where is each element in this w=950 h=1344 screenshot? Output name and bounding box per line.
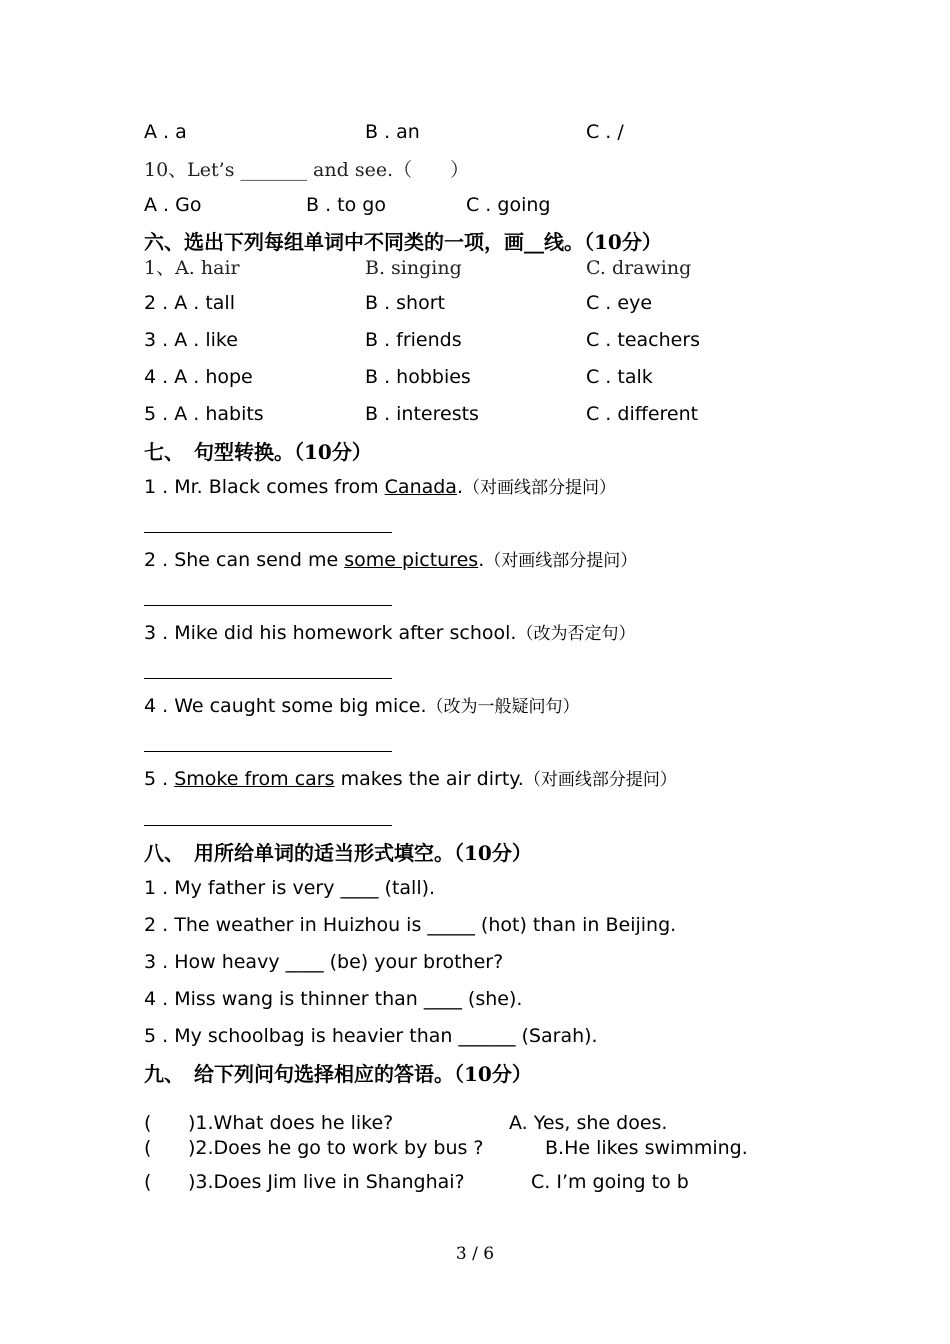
section7-item1-note: （对画线部分提问） [463, 478, 617, 498]
section7-item4 [144, 694, 580, 719]
q10-option-a: A . Go [144, 194, 202, 216]
q10-stem [144, 158, 469, 182]
q10-stem-post: and see.（ ） [307, 159, 470, 181]
section7-item3-text: 3 . Mike did his homework after school. [144, 622, 517, 644]
section8-item4: 4 . Miss wang is thinner than ____ (she). [144, 988, 523, 1010]
section6-row2-b: B . short [365, 292, 445, 314]
section7-item4-note: （改为一般疑问句） [426, 697, 580, 717]
section9-heading: 九、 给下列问句选择相应的答语。（10分） [144, 1062, 532, 1086]
section6-row4-c: C . talk [586, 366, 653, 388]
section6-row1-c: C. drawing [586, 257, 692, 279]
answer-line-2[interactable] [144, 605, 392, 606]
section8-item2: 2 . The weather in Huizhou is _____ (hot) than in Beijing. [144, 914, 677, 936]
section9-item1-paren[interactable]: ( [144, 1112, 152, 1134]
section7-item3 [144, 621, 635, 646]
section7-item5-post: makes the air dirty. [334, 768, 524, 790]
q9-option-b: B . an [365, 121, 420, 143]
section7-item1 [144, 475, 616, 500]
section7-item1-post: . [456, 476, 464, 498]
section7-item5-text: 5 . [144, 768, 175, 790]
q10-option-c: C . going [466, 194, 551, 216]
section7-heading: 七、 句型转换。（10分） [144, 440, 372, 464]
section8-heading: 八、 用所给单词的适当形式填空。（10分） [144, 841, 532, 865]
section7-item2-text: 2 . She can send me [144, 549, 345, 571]
section6-heading-post: 线。（10分） [544, 230, 662, 254]
section6-row3-c: C . teachers [586, 329, 701, 351]
section9-item3-question: )3.Does Jim live in Shanghai? [188, 1171, 465, 1193]
section6-row5-c: C . different [586, 403, 699, 425]
section7-item5-note: （对画线部分提问） [523, 770, 677, 790]
answer-line-5[interactable] [144, 825, 392, 826]
section6-row4-a: 4 . A . hope [144, 366, 253, 388]
section8-item3: 3 . How heavy ____ (be) your brother? [144, 951, 504, 973]
section9-item1-answer: A. Yes, she does. [509, 1112, 668, 1134]
section6-row5-a: 5 . A . habits [144, 403, 264, 425]
answer-line-3[interactable] [144, 678, 392, 679]
section8-item5: 5 . My schoolbag is heavier than ______ (Sarah). [144, 1025, 598, 1047]
section7-item2-post: . [478, 549, 485, 571]
q10-option-b: B . to go [306, 194, 386, 216]
section7-item1-text: 1 . Mr. Black comes from [144, 476, 385, 498]
q9-option-a: A . a [144, 121, 187, 143]
answer-line-1[interactable] [144, 532, 392, 533]
section7-item3-note: （改为否定句） [516, 624, 636, 644]
section6-row2-c: C . eye [586, 292, 653, 314]
page-number: 3 / 6 [455, 1244, 495, 1264]
section6-row4-b: B . hobbies [365, 366, 471, 388]
section9-item3-paren[interactable]: ( [144, 1171, 152, 1193]
q10-stem-pre: 10、Let’s [144, 159, 241, 181]
section7-item2-underlined: some pictures [344, 549, 479, 571]
section9-item2-answer: B.He likes swimming. [545, 1137, 748, 1159]
section9-item1-question: )1.What does he like? [188, 1112, 394, 1134]
section6-row3-b: B . friends [365, 329, 462, 351]
section6-row5-b: B . interests [365, 403, 479, 425]
section7-item4-text: 4 . We caught some big mice. [144, 695, 427, 717]
section7-item2-note: （对画线部分提问） [484, 551, 638, 571]
section9-item2-paren[interactable]: ( [144, 1137, 152, 1159]
section8-item1: 1 . My father is very ____ (tall). [144, 877, 436, 899]
section9-item2-question: )2.Does he go to work by bus ? [188, 1137, 484, 1159]
q9-option-c: C . / [586, 121, 624, 143]
section6-heading [144, 230, 662, 254]
section7-item5-underlined: Smoke from cars [174, 768, 335, 790]
section9-item3-answer: C. I’m going to b [531, 1171, 689, 1193]
section6-row1-b: B. singing [365, 257, 462, 279]
section7-item1-underlined: Canada [384, 476, 457, 498]
answer-line-4[interactable] [144, 751, 392, 752]
section6-heading-pre: 六、选出下列每组单词中不同类的一项，画 [144, 230, 524, 254]
section6-row2-a: 2 . A . tall [144, 292, 235, 314]
section7-item5 [144, 767, 677, 792]
section6-row1-a: 1、A. hair [144, 257, 240, 279]
section7-item2 [144, 548, 637, 573]
q10-blank: _______ [240, 159, 308, 181]
section6-heading-blank: __ [524, 230, 544, 254]
section6-row3-a: 3 . A . like [144, 329, 238, 351]
